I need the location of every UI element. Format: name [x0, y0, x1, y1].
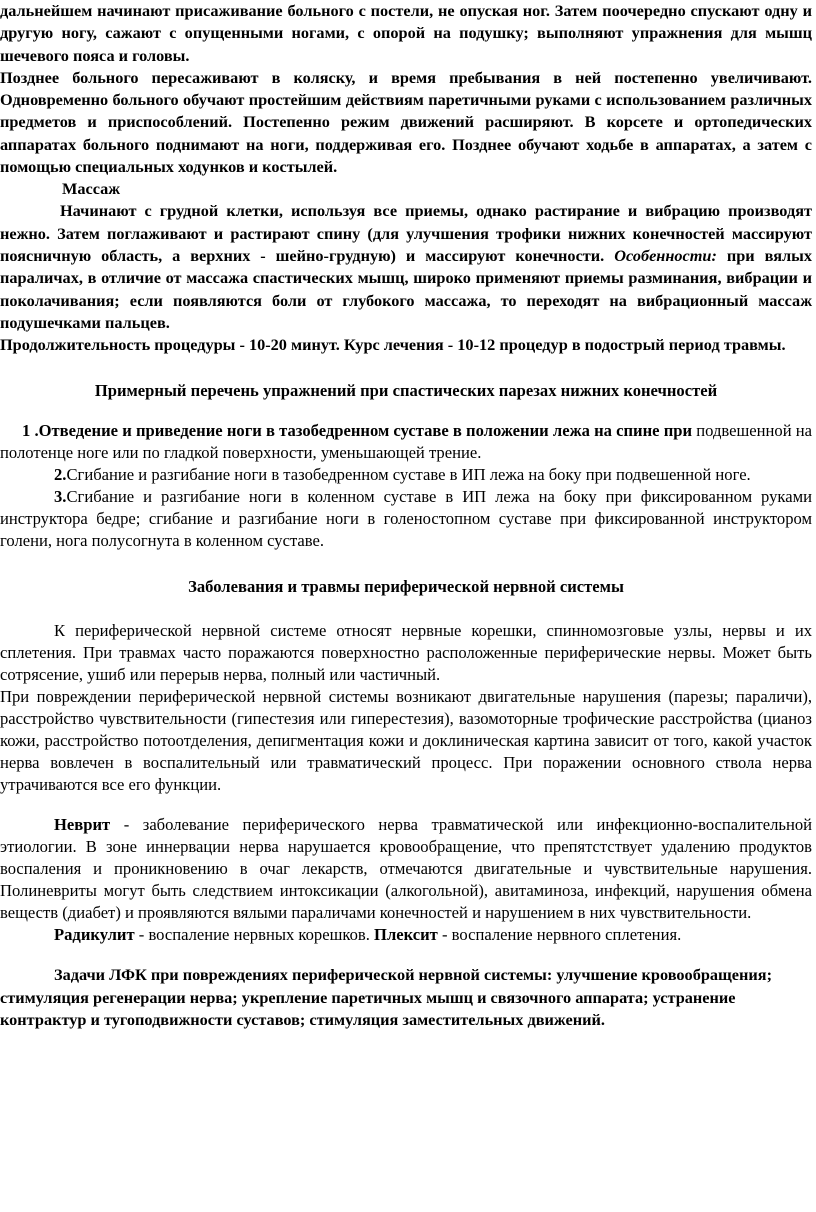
exercises-heading: Примерный перечень упражнений при спастических парезах нижних конечностей — [94, 381, 718, 401]
exercise-item-3 — [0, 486, 816, 552]
paragraph-sitting: дальнейшем начинают присаживание больного с постели, не опуская ног. Затем поочередно спускают одну и другую ногу, сажают с опущенными ногами, с опорой на подушку; выполняют упражнения для мышц шечевого пояса и головы. — [0, 1, 812, 65]
paragraph-massage — [0, 200, 816, 334]
paragraph-lfk-tasks: Задачи ЛФК при повреждениях периферической нервной системы: улучшение кровообращения; стимуляция регенерации нерва; укрепление паретичных мышц и связочного аппарата; устранение контрактур и тугоподвижности суставов; стимуляция заместительных движений. — [0, 965, 772, 1030]
exercise-item-1-rest: подвешенной на полотенце ноге или по гладкой поверхности, уменьшающей трение. — [0, 421, 812, 463]
paragraph-radiculitis — [0, 924, 816, 946]
massage-text-b: при вялых параличах, в отличие от массажа спастических мышц, широко применяют приемы разминания, вибрации и поколачивания; если появляются боли от глубокого массажа, то переходят на вибрационный массаж подушечками пальцев. — [0, 245, 813, 332]
massage-text-a: Начинают с грудной клетки, используя все приемы, однако растирание и вибрацию производят нежно. Затем поглаживают и растирают спину (для улучшения трофики нижних конечностей массируют поясничную область, а верхних - шейно-грудную) и массируют конечности. — [0, 201, 812, 265]
exercise-item-1-bold: 1 .Отведение и приведение ноги в тазобедренном суставе в положении лежа на спине при — [22, 421, 693, 441]
neuritis-term: Неврит — [54, 815, 111, 835]
exercise-item-2-number: 2. — [54, 465, 67, 485]
exercise-item-2 — [0, 464, 816, 486]
neuritis-definition: - заболевание периферического нерва травматической или инфекционно-воспалительной этиологии. В зоне иннервации нерва нарушается кровообращение, что препятстствует удалению продуктов воспаления и проникновению в очаг лекарств, отмечаются двигательные и чувствительные нарушения. Полиневриты могут быть следствием интоксикации (алкогольной), авитаминоза, инфекций, нарушения обмена веществ (диабет) и проявляются вялыми параличами конечностей и нарушением в них чувствительности. — [0, 815, 812, 923]
paragraph-duration: Продолжительность процедуры - 10-20 минут. Курс лечения - 10-12 процедур в подострый период травмы. — [0, 335, 786, 355]
exercise-item-3-text: Сгибание и разгибание ноги в коленном суставе в ИП лежа на боку при фиксированном руками инструктора бедре; сгибание и разгибание ноги в голеностопном суставе при фиксированной инструктором голени, нога полусогнута в коленном суставе. — [0, 487, 812, 551]
radiculitis-definition: - воспаление нервных корешков. — [138, 925, 370, 945]
massage-heading: Массаж — [62, 179, 121, 199]
exercise-item-3-number: 3. — [54, 487, 67, 507]
plexitis-term: Плексит — [374, 925, 438, 945]
features-label: Особенности: — [614, 245, 717, 265]
exercise-item-2-text: Сгибание и разгибание ноги в тазобедренном суставе в ИП лежа на боку при подвешенной ноге. — [66, 465, 751, 485]
plexitis-definition: - воспаление нервного сплетения. — [442, 925, 682, 945]
section-heading: Заболевания и травмы периферической нервной системы — [188, 577, 624, 597]
paragraph-peripheral-intro: К периферической нервной системе относят нервные корешки, спинномозговые узлы, нервы и их сплетения. При травмах часто поражаются поверхностно расположенные периферические нервы. Может быть сотрясение, ушиб или перерыв нерва, полный или частичный. — [0, 621, 812, 685]
paragraph-peripheral-damage: При повреждении периферической нервной системы возникают двигательные нарушения (парезы; параличи), расстройство чувствительности (гипестезия или гиперестезия), вазомоторные трофические расстройства (цианоз кожи, расстройство потоотделения, депигментация кожи и доклиническая картина зависит от того, какой участок нерва вовлечен в воспалительный или травматический процесс. При поражении основного ствола нерва утрачиваются все его функции. — [0, 687, 812, 795]
paragraph-wheelchair: Позднее больного пересаживают в коляску, и время пребывания в ней постепенно увеличивают. Одновременно больного обучают простейшим действиям паретичными руками с использованием различных предметов и приспособлений. Постепенно режим движений расширяют. В корсете и ортопедических аппаратах больного поднимают на ноги, поддерживая его. Позднее обучают ходьбе в аппаратах, а затем с помощью специальных ходунков и костылей. — [0, 67, 812, 177]
paragraph-neuritis — [0, 814, 816, 924]
exercise-item-1 — [0, 420, 816, 464]
radiculitis-term: Радикулит — [54, 925, 135, 945]
